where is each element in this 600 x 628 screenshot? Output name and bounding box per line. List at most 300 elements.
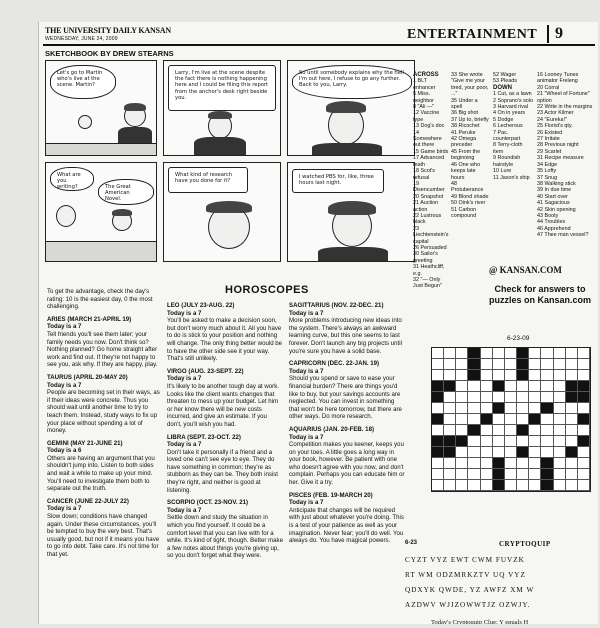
crossword-cell bbox=[481, 381, 493, 392]
horoscope-column-1 bbox=[47, 288, 161, 564]
crossword-cell bbox=[481, 403, 493, 414]
crossword-cell bbox=[566, 392, 578, 403]
horoscope-entry bbox=[47, 498, 161, 559]
crossword-cell bbox=[432, 381, 444, 392]
crossword-clue: 29 Scarlet bbox=[537, 148, 562, 155]
crossword-cell bbox=[541, 359, 553, 370]
crossword-cell bbox=[456, 447, 468, 458]
sign-name: PISCES (FEB. 19-MARCH 20) bbox=[289, 491, 373, 499]
crossword-cell bbox=[529, 392, 541, 403]
crossword-cell bbox=[529, 359, 541, 370]
crossword-cell bbox=[529, 425, 541, 436]
crossword-cell bbox=[444, 403, 456, 414]
anchor-hair bbox=[124, 103, 146, 111]
crossword-clue: 33 She wrote "Give me your tired, your poor, ..." bbox=[451, 72, 489, 98]
crossword-clue: 42 Skin opening bbox=[537, 206, 576, 213]
crossword-cell bbox=[493, 480, 505, 491]
crossword-clue: 21 Auction action bbox=[413, 200, 439, 213]
crossword-clue: 42 Omega preceder bbox=[451, 136, 477, 149]
horoscope-entry bbox=[167, 434, 283, 495]
crossword-clue: 45 From the beginning bbox=[451, 148, 481, 162]
crossword-clue: 26 Persuaded bbox=[413, 244, 447, 251]
crossword-cell bbox=[578, 458, 590, 469]
crossword-cell bbox=[554, 381, 566, 392]
horoscope-text: Anticipate that changes will be required with just about whatever you're doing. This is a test of your patience as well as your imagination. Never fear; you'll do well. You always do. You have magical powers. bbox=[289, 506, 404, 545]
crossword-clue: 24 "Eureka!" bbox=[537, 116, 567, 123]
page-number: 9 bbox=[547, 25, 563, 43]
newspaper-page bbox=[38, 22, 598, 624]
crossword-clue: 39 In due time bbox=[537, 187, 572, 194]
horoscope-entry bbox=[289, 426, 405, 487]
crossword-cell bbox=[529, 403, 541, 414]
crossword-cell bbox=[493, 403, 505, 414]
sign-name: CAPRICORN (DEC. 22-JAN. 19) bbox=[289, 360, 380, 368]
reporter-hair bbox=[326, 101, 366, 113]
crossword-cell bbox=[529, 414, 541, 425]
day-rating: Today is a 7 bbox=[289, 309, 324, 317]
crossword-cell bbox=[566, 436, 578, 447]
crossword-cell bbox=[554, 425, 566, 436]
down-heading: DOWN bbox=[493, 84, 512, 91]
crossword-clue: 20 Snapshot bbox=[413, 193, 444, 200]
crossword-cell bbox=[554, 436, 566, 447]
crossword-cell bbox=[566, 425, 578, 436]
crossword-cell bbox=[505, 403, 517, 414]
crossword-cell bbox=[529, 447, 541, 458]
clue-list bbox=[451, 72, 489, 219]
crossword-cell bbox=[578, 414, 590, 425]
speech-bubble: So until somebody explains why the hell I'm out here, I refuse to go any further. Back to you, Larry. bbox=[292, 65, 412, 99]
crossword-clue: 2 Soprano's solo bbox=[493, 97, 533, 104]
horoscope-entry bbox=[47, 374, 161, 435]
crossword-cell bbox=[456, 359, 468, 370]
writer-hair bbox=[112, 209, 132, 216]
horoscope-entry bbox=[289, 492, 405, 545]
crossword-cell bbox=[444, 469, 456, 480]
crossword-cell bbox=[493, 359, 505, 370]
horoscope-entry bbox=[47, 440, 161, 493]
crossword-cell bbox=[481, 436, 493, 447]
crossword-cell bbox=[444, 381, 456, 392]
crossword-clues-col1 bbox=[413, 72, 449, 290]
news-desk bbox=[46, 143, 157, 156]
horoscope-text: You'll be asked to make a decision soon, but don't worry much about it. All you have to do is stick to your position and nothing will change. The only thing better would be to have the other side see it your way. That's still unlikely. bbox=[167, 317, 283, 363]
crossword-cell bbox=[481, 480, 493, 491]
crossword-clue: 5 Dodge bbox=[493, 116, 514, 123]
crossword-cell bbox=[541, 458, 553, 469]
crossword-clue: 4 On in years bbox=[493, 110, 526, 117]
crossword-cell bbox=[468, 359, 480, 370]
crossword-clue: 38 Ricochet bbox=[451, 123, 480, 130]
crossword-clue: 16 Looney Tunes animator Freleng bbox=[537, 72, 579, 85]
crossword-cell bbox=[444, 480, 456, 491]
crossword-clue: 6 Lecherous bbox=[493, 123, 523, 130]
sign-name: CANCER (JUNE 22-JULY 22) bbox=[47, 497, 129, 505]
crossword-cell bbox=[541, 447, 553, 458]
crossword-cell bbox=[493, 436, 505, 447]
sign-name: ARIES (MARCH 21-APRIL 19) bbox=[47, 315, 132, 323]
crossword-cell bbox=[541, 403, 553, 414]
crossword-clue: 52 Wager bbox=[493, 72, 517, 78]
comic-panel-2 bbox=[163, 60, 281, 156]
crossword-clue: 19 Disencumber bbox=[413, 180, 445, 194]
crossword-cell bbox=[517, 359, 529, 370]
crossword-cell bbox=[468, 403, 480, 414]
crossword-cell bbox=[493, 370, 505, 381]
day-rating: Today is a 7 bbox=[47, 381, 82, 389]
comic-panel-6 bbox=[287, 162, 415, 262]
crossword-cell bbox=[505, 469, 517, 480]
crossword-date: 6-23-09 bbox=[507, 335, 530, 342]
horoscope-entry bbox=[289, 360, 405, 421]
day-rating: Today is a 7 bbox=[289, 499, 324, 507]
crossword-cell bbox=[456, 436, 468, 447]
crossword-clue: 40 Start over bbox=[537, 193, 568, 200]
crossword-clue: 21 "Wheel of Fortune" option bbox=[537, 91, 590, 104]
crossword-cell bbox=[578, 436, 590, 447]
crossword-clue: 5 Miss. neighbor bbox=[413, 91, 434, 104]
cryptoquip-clue: Today's Cryptoquip Clue: Y equals H bbox=[431, 619, 529, 624]
crossword-cell bbox=[432, 392, 444, 403]
speech-bubble: What are you writing? bbox=[50, 167, 94, 191]
crossword-clue: 13 Dog's doc bbox=[413, 123, 445, 130]
crossword-cell bbox=[517, 414, 529, 425]
sign-name: LEO (JULY 23-AUG. 22) bbox=[167, 302, 235, 309]
speech-bubble: What kind of research have you done for it? bbox=[168, 167, 248, 193]
crossword-cell bbox=[566, 403, 578, 414]
crossword-cell bbox=[468, 458, 480, 469]
paper-masthead: THE UNIVERSITY DAILY KANSAN bbox=[45, 26, 171, 35]
crossword-cell bbox=[432, 480, 444, 491]
crossword-clue: 37 Snug bbox=[537, 174, 558, 181]
crossword-cell bbox=[578, 359, 590, 370]
crossword-cell bbox=[566, 381, 578, 392]
sign-name: TAURUS (APRIL 20-MAY 20) bbox=[47, 373, 128, 381]
answers-promo: Check for answers to puzzles on Kansan.com bbox=[488, 284, 592, 305]
crossword-clue: 11 Jason's ship bbox=[493, 174, 530, 181]
crossword-cell bbox=[456, 458, 468, 469]
crossword-cell bbox=[468, 480, 480, 491]
crossword-cell bbox=[517, 370, 529, 381]
crossword-cell bbox=[554, 414, 566, 425]
clue-list bbox=[537, 72, 595, 239]
crossword-clue: 30 Sailor's greeting bbox=[413, 251, 439, 264]
crossword-clue: 49 Blond shade bbox=[451, 193, 489, 200]
reporter-head bbox=[78, 115, 92, 129]
friend-head bbox=[56, 205, 76, 227]
crossword-cell bbox=[456, 414, 468, 425]
crossword-clue: 9 Roundish hairstyle bbox=[493, 155, 521, 168]
crossword-cell bbox=[481, 414, 493, 425]
crossword-cell bbox=[505, 458, 517, 469]
reporter-body bbox=[312, 143, 382, 156]
crossword-cell bbox=[468, 348, 480, 359]
crossword-cell bbox=[566, 414, 578, 425]
horoscope-column-2 bbox=[167, 302, 283, 565]
horoscope-entry bbox=[167, 499, 283, 560]
crossword-cell bbox=[456, 348, 468, 359]
horoscope-text: Others are having an argument that you shouldn't jump into. Listen to both sides and wait a while to make up your mind. You'll need to investigate them both to separate out the truth. bbox=[47, 454, 155, 493]
crossword-cell bbox=[456, 381, 468, 392]
day-rating: Today is a 7 bbox=[167, 309, 202, 317]
crossword-cell bbox=[541, 469, 553, 480]
crossword-cell bbox=[432, 425, 444, 436]
crossword-cell bbox=[444, 425, 456, 436]
day-rating: Today is a 7 bbox=[47, 323, 82, 331]
crossword-cell bbox=[517, 381, 529, 392]
crossword-clue: 43 Booty bbox=[537, 212, 559, 219]
horoscope-text: People are becoming set in their ways, as if their ideas were concrete. Thus you should wait until another time to try to teach them. Instead, study ways to fix up your place without spending a lot of money. bbox=[47, 389, 160, 435]
crossword-clue: 3 Harvard rival bbox=[493, 104, 529, 111]
crossword-cell bbox=[505, 348, 517, 359]
crossword-cell bbox=[578, 403, 590, 414]
crossword-cell bbox=[566, 359, 578, 370]
crossword-cell bbox=[493, 469, 505, 480]
crossword-clue: 46 Apprehend bbox=[537, 225, 571, 232]
crossword-cell bbox=[517, 480, 529, 491]
crossword-cell bbox=[505, 425, 517, 436]
crossword-cell bbox=[541, 370, 553, 381]
speech-bubble: I watched PBS for, like, three hours last night. bbox=[292, 169, 384, 193]
crossword-cell bbox=[432, 348, 444, 359]
crossword-clue: 34 Edge bbox=[537, 161, 558, 168]
crossword-cell bbox=[517, 447, 529, 458]
crossword-cell bbox=[517, 403, 529, 414]
sign-name: GEMINI (MAY 21-JUNE 21) bbox=[47, 439, 123, 447]
crossword-cell bbox=[432, 403, 444, 414]
crossword-clue: 51 Carbon compound bbox=[451, 206, 477, 219]
crossword-cell bbox=[468, 425, 480, 436]
crossword-grid bbox=[431, 347, 591, 492]
cryptoquip-line: AZDWV WJJZOWWTJZ OZWJY. bbox=[405, 601, 531, 609]
crossword-clue: 14 Somewhere out there bbox=[413, 129, 442, 149]
crossword-cell bbox=[456, 403, 468, 414]
crossword-cell bbox=[554, 447, 566, 458]
crossword-clue: 7 Pac. counterpart bbox=[493, 129, 521, 143]
speech-bubble: Let's go to Martin who's live at the scene. Martin? bbox=[50, 65, 116, 99]
crossword-clue: 12 Vaccine type bbox=[413, 110, 440, 123]
crossword-cell bbox=[529, 458, 541, 469]
horoscope-text: Should you spend or save to ease your financial burden? There are things you'd like to buy, but your savings accounts are neglected. You can invest in something that won't be here tomorrow, but there are other ways. Do more research. bbox=[289, 375, 402, 421]
crossword-cell bbox=[505, 370, 517, 381]
crossword-cell bbox=[468, 436, 480, 447]
crossword-cell bbox=[517, 425, 529, 436]
speech-bubble: The Great American Novel. bbox=[98, 179, 154, 205]
crossword-cell bbox=[456, 425, 468, 436]
cryptoquip-date: 6-23 bbox=[405, 540, 418, 546]
crossword-clue: 8 "Ali —" bbox=[413, 104, 435, 111]
crossword-cell bbox=[578, 480, 590, 491]
crossword-cell bbox=[554, 480, 566, 491]
sign-name: AQUARIUS (JAN. 20-FEB. 18) bbox=[289, 425, 374, 433]
crossword-cell bbox=[432, 359, 444, 370]
across-heading: ACROSS bbox=[413, 72, 439, 78]
crossword-cell bbox=[529, 348, 541, 359]
crossword-cell bbox=[456, 480, 468, 491]
friend-hair bbox=[206, 201, 252, 213]
sign-name: SCORPIO (OCT. 23-NOV. 21) bbox=[167, 499, 249, 507]
reporter-body bbox=[194, 137, 246, 156]
horoscope-column-3 bbox=[289, 302, 405, 550]
crossword-clue: 35 Under a spell bbox=[451, 97, 478, 111]
crossword-clue: 10 Lure bbox=[493, 168, 512, 175]
crossword-clue: 53 Pleads bbox=[493, 78, 517, 85]
crossword-clue: 38 Walking stick bbox=[537, 180, 576, 187]
comic-panel-4 bbox=[45, 162, 157, 262]
crossword-cell bbox=[444, 447, 456, 458]
crossword-clue: 22 Lustrous black bbox=[413, 212, 442, 226]
horoscope-intro: To get the advantage, check the day's rating: 10 is the easiest day, 0 the most challenging. bbox=[47, 288, 153, 311]
crossword-clue: 23 Actor Kilmer bbox=[537, 110, 574, 117]
crossword-cell bbox=[481, 392, 493, 403]
crossword-cell bbox=[554, 403, 566, 414]
day-rating: Today is a 6 bbox=[47, 447, 82, 455]
writer-body bbox=[318, 247, 388, 262]
crossword-clue: 18 Scot's refusal bbox=[413, 168, 436, 181]
crossword-cell bbox=[554, 458, 566, 469]
crossword-cell bbox=[493, 414, 505, 425]
crossword-clue: 8 Terry-cloth item bbox=[493, 142, 523, 155]
crossword-cell bbox=[554, 392, 566, 403]
crossword-cell bbox=[541, 392, 553, 403]
crossword-cell bbox=[505, 414, 517, 425]
comic-panel-5 bbox=[163, 162, 281, 262]
horoscope-entry bbox=[167, 302, 283, 363]
crossword-clue: 17 Advanced math bbox=[413, 155, 445, 168]
comic-panel-3 bbox=[287, 60, 415, 156]
day-rating: Today is a 7 bbox=[167, 441, 202, 449]
horoscope-text: Tell friends you'll see them later; your family needs you now. Don't think so? Nothing planned? Go home straight after work and find out. If they're not happy to see you, ask why. If they are happy, play. bbox=[47, 330, 158, 369]
crossword-cell bbox=[468, 414, 480, 425]
crossword-cell bbox=[554, 348, 566, 359]
crossword-cell bbox=[493, 447, 505, 458]
crossword-cell bbox=[505, 447, 517, 458]
crossword-cell bbox=[505, 381, 517, 392]
crossword-cell bbox=[517, 458, 529, 469]
crossword-clue: 37 Up to, briefly bbox=[451, 116, 489, 123]
crossword-cell bbox=[481, 447, 493, 458]
crossword-cell bbox=[456, 370, 468, 381]
sign-name: LIBRA (SEPT. 23-OCT. 22) bbox=[167, 433, 241, 441]
crossword-cell bbox=[493, 392, 505, 403]
horoscopes-title: HOROSCOPES bbox=[225, 284, 309, 296]
crossword-clue: 23 Liechtenstein's capital bbox=[413, 225, 449, 245]
crossword-clue: 1 Cut, as a lawn bbox=[493, 91, 532, 98]
crossword-cell bbox=[529, 370, 541, 381]
crossword-cell bbox=[468, 447, 480, 458]
crossword-cell bbox=[541, 414, 553, 425]
crossword-cell bbox=[578, 425, 590, 436]
horoscope-text: It's likely to be another tough day at work. Looks like the client wants changes that threaten to mess up your budget. Let him or her know there will be new costs incurred, and give an estimate. If you don't, you'll wish you had. bbox=[167, 382, 279, 428]
crossword-cell bbox=[493, 458, 505, 469]
crossword-cell bbox=[578, 392, 590, 403]
clue-list bbox=[413, 78, 449, 289]
crossword-cell bbox=[529, 469, 541, 480]
crossword-cell bbox=[541, 348, 553, 359]
crossword-cell bbox=[578, 469, 590, 480]
crossword-cell bbox=[468, 381, 480, 392]
horoscope-text: Slow down; conditions have changed again. Under these circumstances, you'll be tempted to buy the very best. That's usually good, but not if it means you have to go into debt. Take care. It's not time for that yet. bbox=[47, 513, 160, 558]
crossword-cell bbox=[432, 447, 444, 458]
crossword-cell bbox=[529, 381, 541, 392]
cryptoquip-line: QDXYK QWDE, YZ AWFZ XM W bbox=[405, 586, 535, 594]
crossword-cell bbox=[578, 381, 590, 392]
sign-name: SAGITTARIUS (NOV. 22-DEC. 21) bbox=[289, 302, 384, 309]
crossword-cell bbox=[444, 370, 456, 381]
crossword-clue: 22 Write in the margins bbox=[537, 104, 593, 111]
crossword-cell bbox=[444, 458, 456, 469]
crossword-cell bbox=[529, 480, 541, 491]
crossword-cell bbox=[566, 480, 578, 491]
crossword-clue: 31 Recipe measure bbox=[537, 155, 584, 162]
crossword-cell bbox=[444, 436, 456, 447]
sign-name: VIRGO (AUG. 23-SEPT. 22) bbox=[167, 367, 244, 375]
horoscope-text: Don't take it personally if a friend and a loved one can't see eye to eye. They do have something in common; they're as stubborn as they can be. They both insist they're right, and neither is good at listening. bbox=[167, 448, 278, 494]
desk bbox=[46, 241, 157, 262]
crossword-cell bbox=[468, 469, 480, 480]
crossword-cell bbox=[554, 359, 566, 370]
day-rating: Today is a 7 bbox=[289, 433, 324, 441]
crossword-cell bbox=[468, 392, 480, 403]
crossword-cell bbox=[493, 348, 505, 359]
day-rating: Today is a 7 bbox=[167, 506, 202, 514]
crossword-clue: 15 Game birds bbox=[413, 148, 449, 155]
crossword-cell bbox=[566, 458, 578, 469]
crossword-cell bbox=[481, 469, 493, 480]
horoscope-entry bbox=[289, 302, 405, 355]
website-logo: @ KANSAN.COM bbox=[489, 265, 562, 275]
crossword-clue: 1 BLT enhancer bbox=[413, 78, 436, 91]
crossword-cell bbox=[505, 436, 517, 447]
day-rating: Today is a 7 bbox=[167, 375, 202, 383]
crossword-cell bbox=[493, 381, 505, 392]
crossword-cell bbox=[578, 348, 590, 359]
crossword-cell bbox=[578, 370, 590, 381]
horoscope-text: Settle down and study the situation in which you find yourself. It could be a comfort level that you can live with for a while. It's kind of tight, though. Better make a few notes about things you're giving up, so you don't forget what they were. bbox=[167, 514, 283, 560]
comic-title: SKETCHBOOK BY DREW STEARNS bbox=[45, 49, 174, 58]
crossword-cell bbox=[505, 480, 517, 491]
crossword-cell bbox=[432, 469, 444, 480]
crossword-clue: 44 Troubles bbox=[537, 219, 566, 226]
crossword-cell bbox=[444, 359, 456, 370]
crossword-clue: 27 Irritate bbox=[537, 136, 560, 143]
section-title: ENTERTAINMENT bbox=[407, 27, 538, 42]
writer-hair bbox=[328, 201, 376, 215]
horoscope-entry bbox=[167, 368, 283, 429]
crossword-cell bbox=[456, 469, 468, 480]
crossword-cell bbox=[541, 436, 553, 447]
crossword-clue: 20 Corral bbox=[537, 84, 560, 91]
crossword-clues-col4 bbox=[537, 72, 595, 239]
speech-bubble: Larry, I'm live at the scene despite the fact there is nothing happening here and I could be filing this report from the anchor's desk right beside you. bbox=[168, 65, 276, 111]
crossword-cell bbox=[444, 414, 456, 425]
crossword-cell bbox=[481, 458, 493, 469]
crossword-cell bbox=[541, 381, 553, 392]
crossword-cell bbox=[432, 414, 444, 425]
crossword-clue: 47 Thee man vessel? bbox=[537, 232, 589, 239]
crossword-clues-col2 bbox=[451, 72, 489, 219]
crossword-clues-col3 bbox=[493, 72, 533, 181]
horoscope-text: More problems introducing new ideas into the system. There's always an awkward learning curve, but this one seems to last forever. Don't launch any big projects until you're sure you have a solid base. bbox=[289, 317, 402, 355]
crossword-cell bbox=[456, 392, 468, 403]
header-rule bbox=[43, 44, 595, 46]
day-rating: Today is a 7 bbox=[47, 505, 82, 513]
crossword-clue: 36 Big shot bbox=[451, 110, 478, 117]
clue-list bbox=[493, 72, 533, 181]
crossword-clue: 26 Existed bbox=[537, 129, 563, 136]
crossword-cell bbox=[566, 348, 578, 359]
crossword-cell bbox=[481, 425, 493, 436]
